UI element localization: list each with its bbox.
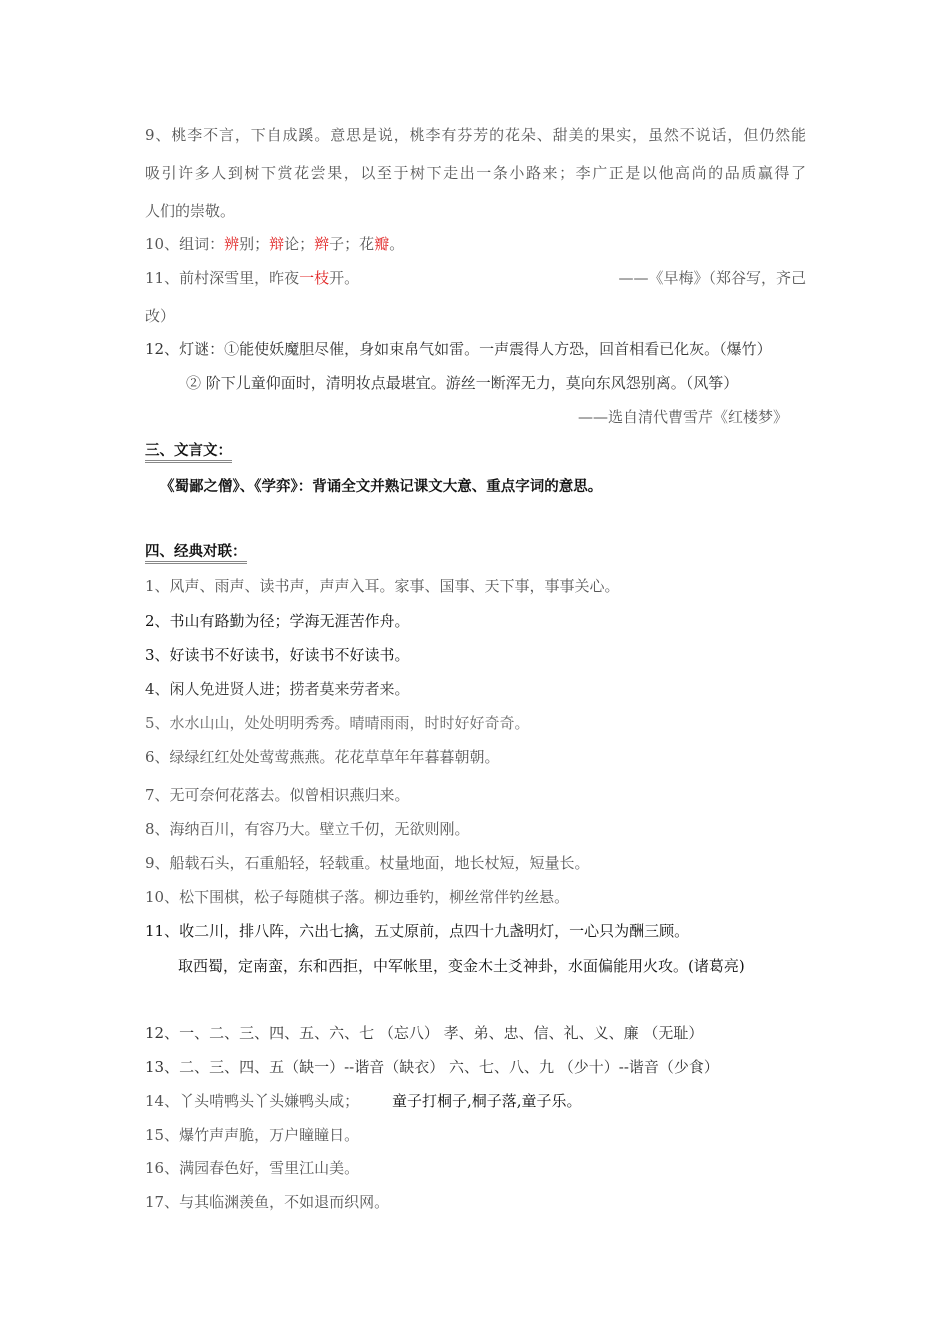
item-10-prefix: 10、组词： — [145, 235, 225, 253]
couplet-item: 17、与其临渊羡鱼，不如退而织网。 — [145, 1193, 390, 1211]
couplet-item: 5、水水山山，处处明明秀秀。晴晴雨雨，时时好好奇奇。 — [145, 714, 530, 732]
item-11-red: 一枝 — [299, 269, 330, 287]
couplet-item: 11、收二川，排八阵，六出七擒，五丈原前，点四十九盏明灯，一心只为酬三顾。 — [145, 922, 690, 940]
couplet-item: 1、风声、雨声、读书声，声声入耳。家事、国事、天下事，事事关心。 — [145, 577, 620, 595]
section-3-body: 《蜀鄙之僧》、《学弈》：背诵全文并熟记课文大意、重点字词的意思。 — [160, 479, 603, 495]
couplet-item: 9、船载石头，石重船轻，轻载重。杖量地面，地长杖短，短量长。 — [145, 854, 590, 872]
item-11-prefix: 11、前村深雪里，昨夜 — [145, 269, 300, 287]
couplet-item: 2、书山有路勤为径；学海无涯苦作舟。 — [145, 612, 410, 630]
couplet-item: 12、一、二、三、四、五、六、七 （忘八） 孝、弟、忠、信、礼、义、廉 （无耻） — [145, 1024, 704, 1042]
section-3-heading: 三、文言文： — [145, 442, 232, 463]
item-11-source-cont: 改） — [145, 307, 176, 325]
section-4-heading: 四、经典对联： — [145, 543, 247, 564]
couplet-item: 15、爆竹声声脆，万户瞳瞳日。 — [145, 1126, 360, 1144]
couplet-item: 3、好读书不好读书，好读书不好读书。 — [145, 646, 410, 664]
word-rest: 别； — [239, 235, 270, 253]
couplet-item: 取西蜀，定南蛮，东和西拒，中军帐里，变金木土爻神卦，水面偏能用火攻。(诸葛亮) — [178, 957, 745, 975]
couplet-item: 4、闲人免进贤人进；捞者莫来劳者来。 — [145, 680, 410, 698]
item-9-line-1: 9、桃李不言，下自成蹊。意思是说，桃李有芬芳的花朵、甜美的果实，虽然不说话，但仍然能 — [145, 126, 806, 144]
couplet-item: 8、海纳百川，有容乃大。壁立千仞，无欲则刚。 — [145, 820, 470, 838]
couplet-item: 16、满园春色好，雪里江山美。 — [145, 1159, 360, 1177]
item-12-source: ——选自清代曹雪芹《红楼梦》 — [577, 408, 788, 426]
couplet-item: 10、松下围棋，松子每随棋子落。柳边垂钓，柳丝常伴钓丝悬。 — [145, 888, 570, 906]
item-9-line-2: 吸引许多人到树下赏花尝果，以至于树下走出一条小路来；李广正是以他高尚的品质赢得了 — [145, 164, 806, 182]
word-rest: 。 — [389, 235, 405, 253]
couplet-item: 6、绿绿红红处处莺莺燕燕。花花草草年年暮暮朝朝。 — [145, 748, 500, 766]
red-char: 辨 — [224, 235, 240, 253]
item-11 — [145, 268, 359, 288]
item-9-line-3: 人们的崇敬。 — [145, 202, 236, 220]
red-char: 辫 — [314, 235, 330, 253]
couplet-item: 童子打桐子,桐子落,童子乐。 — [392, 1092, 582, 1110]
item-12-line-1: 12、灯谜：①能使妖魔胆尽催，身如束帛气如雷。一声震得人方恐，回首相看已化灰。（爆竹） — [145, 340, 772, 358]
couplet-item: 14、丫头啃鸭头丫头嫌鸭头咸； — [145, 1092, 360, 1110]
couplet-item: 7、无可奈何花落去。似曾相识燕归来。 — [145, 786, 410, 804]
red-char: 瓣 — [374, 235, 390, 253]
word-rest: 子；花 — [329, 235, 375, 253]
item-11-suffix: 开。 — [329, 269, 360, 287]
red-char: 辩 — [269, 235, 285, 253]
word-rest: 论； — [284, 235, 315, 253]
item-12-line-2: ② 阶下儿童仰面时，清明妆点最堪宜。游丝一断浑无力，莫向东风怨别离。（风筝） — [186, 374, 739, 392]
couplet-item: 13、二、三、四、五（缺一）--谐音（缺衣） 六、七、八、九 （少十）--谐音（少食） — [145, 1058, 719, 1076]
item-10 — [145, 234, 404, 254]
item-11-source: ——《早梅》（郑谷写，齐己 — [618, 269, 806, 287]
